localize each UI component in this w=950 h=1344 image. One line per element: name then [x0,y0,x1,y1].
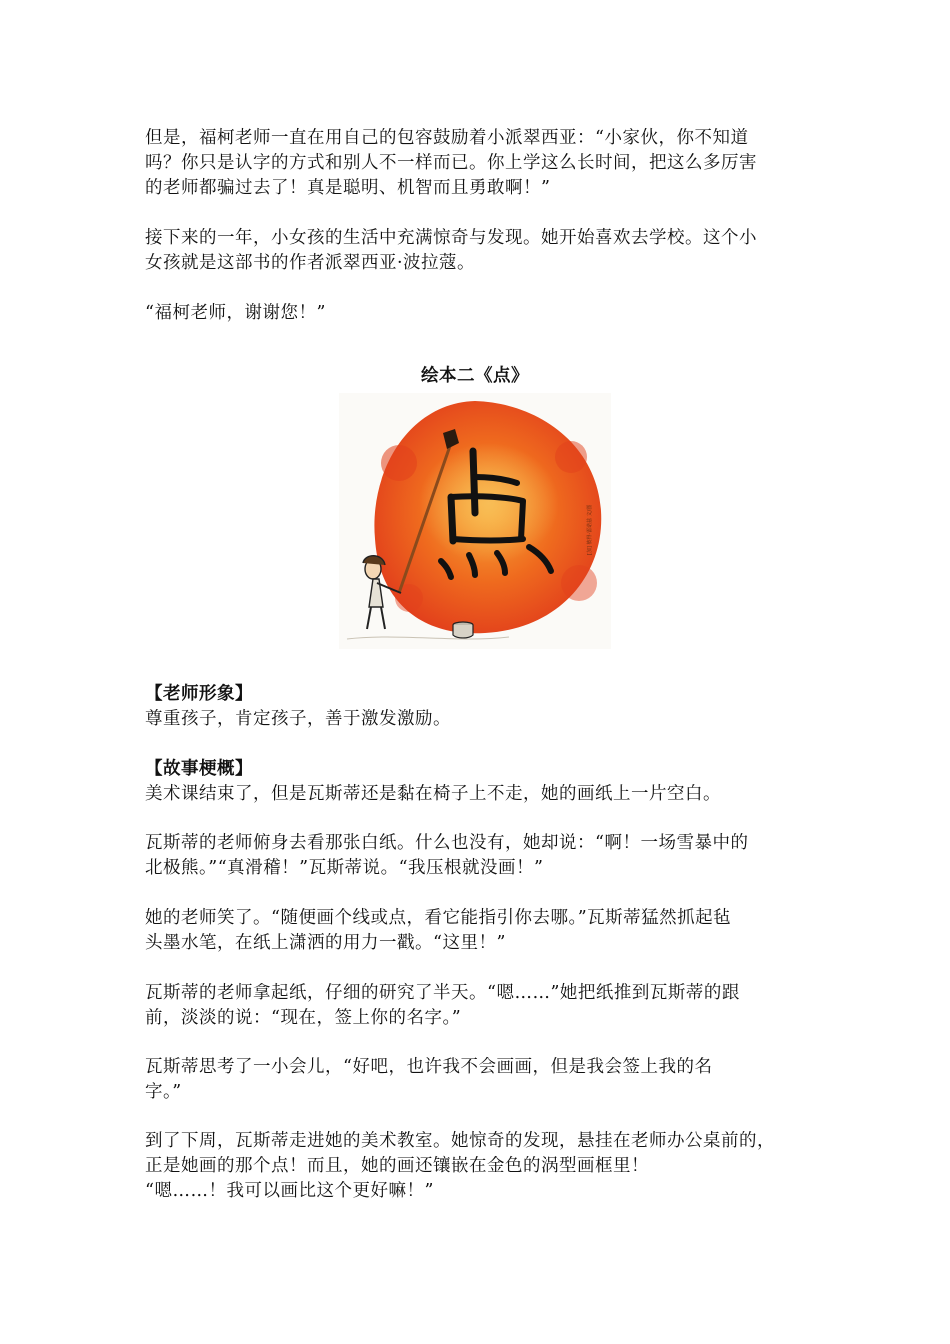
intro-paragraph-1 [145,126,810,201]
text-line: 头墨水笔，在纸上潇洒的用力一戳。“这里！” [145,933,506,953]
story-section [145,757,810,807]
text-line: 但是，福柯老师一直在用自己的包容鼓励着小派翠西亚：“小家伙，你不知道 [145,128,749,148]
story-paragraph-3 [145,906,810,956]
book-title: 绘本二《点》 [421,366,529,386]
text-line: 吗？你只是认字的方式和别人不一样而已。你上学这么长时间，把这么多厉害 [145,153,757,173]
book-cover-illustration [339,393,611,649]
story-paragraph-5 [145,1055,810,1105]
teacher-text: 尊重孩子，肯定孩子，善于激发激励。 [145,709,451,729]
text-line: 她的老师笑了。“随便画个线或点，看它能指引你去哪。”瓦斯蒂猛然抓起毡 [145,908,732,928]
text-line: 女孩就是这部书的作者派翠西亚·波拉蔻。 [145,253,476,273]
cover-credit: [加] 彼得·雷诺兹 文/图 [587,504,593,555]
story-paragraph-2 [145,831,810,881]
text-line: 瓦斯蒂思考了一小会儿，“好吧，也许我不会画画，但是我会签上我的名 [145,1057,713,1077]
text-line: 到了下周，瓦斯蒂走进她的美术教室。她惊奇的发现，悬挂在老师办公桌前的， [145,1131,775,1151]
intro-paragraph-3 [145,301,810,326]
text-line: 的老师都骗过去了！真是聪明、机智而且勇敢啊！” [145,178,551,198]
text-line: 前，淡淡的说：“现在，签上你的名字。” [145,1008,462,1028]
text-line: 北极熊。”“真滑稽！”瓦斯蒂说。“我压根就没画！” [145,858,544,878]
teacher-section [145,682,810,732]
text-line: 瓦斯蒂的老师拿起纸，仔细的研究了半天。“嗯……”她把纸推到瓦斯蒂的跟 [145,983,740,1003]
intro-paragraph-2 [145,226,810,276]
text-line: 正是她画的那个点！而且，她的画还镶嵌在金色的涡型画框里！ [145,1156,649,1176]
teacher-heading: 【老师形象】 [145,684,253,704]
text-line: 美术课结束了，但是瓦斯蒂还是黏在椅子上不走，她的画纸上一片空白。 [145,784,721,804]
story-heading: 【故事梗概】 [145,759,253,779]
text-line: 接下来的一年，小女孩的生活中充满惊奇与发现。她开始喜欢去学校。这个小 [145,228,757,248]
paint-can [453,622,473,638]
text-line: 字。” [145,1082,182,1102]
story-paragraph-4 [145,981,810,1031]
text-line: “嗯……！我可以画比这个更好嘛！” [145,1181,434,1201]
story-paragraph-6 [145,1129,810,1204]
text-line: “福柯老师，谢谢您！” [145,303,326,323]
text-line: 瓦斯蒂的老师俯身去看那张白纸。什么也没有，她却说：“啊！一场雪暴中的 [145,833,749,853]
